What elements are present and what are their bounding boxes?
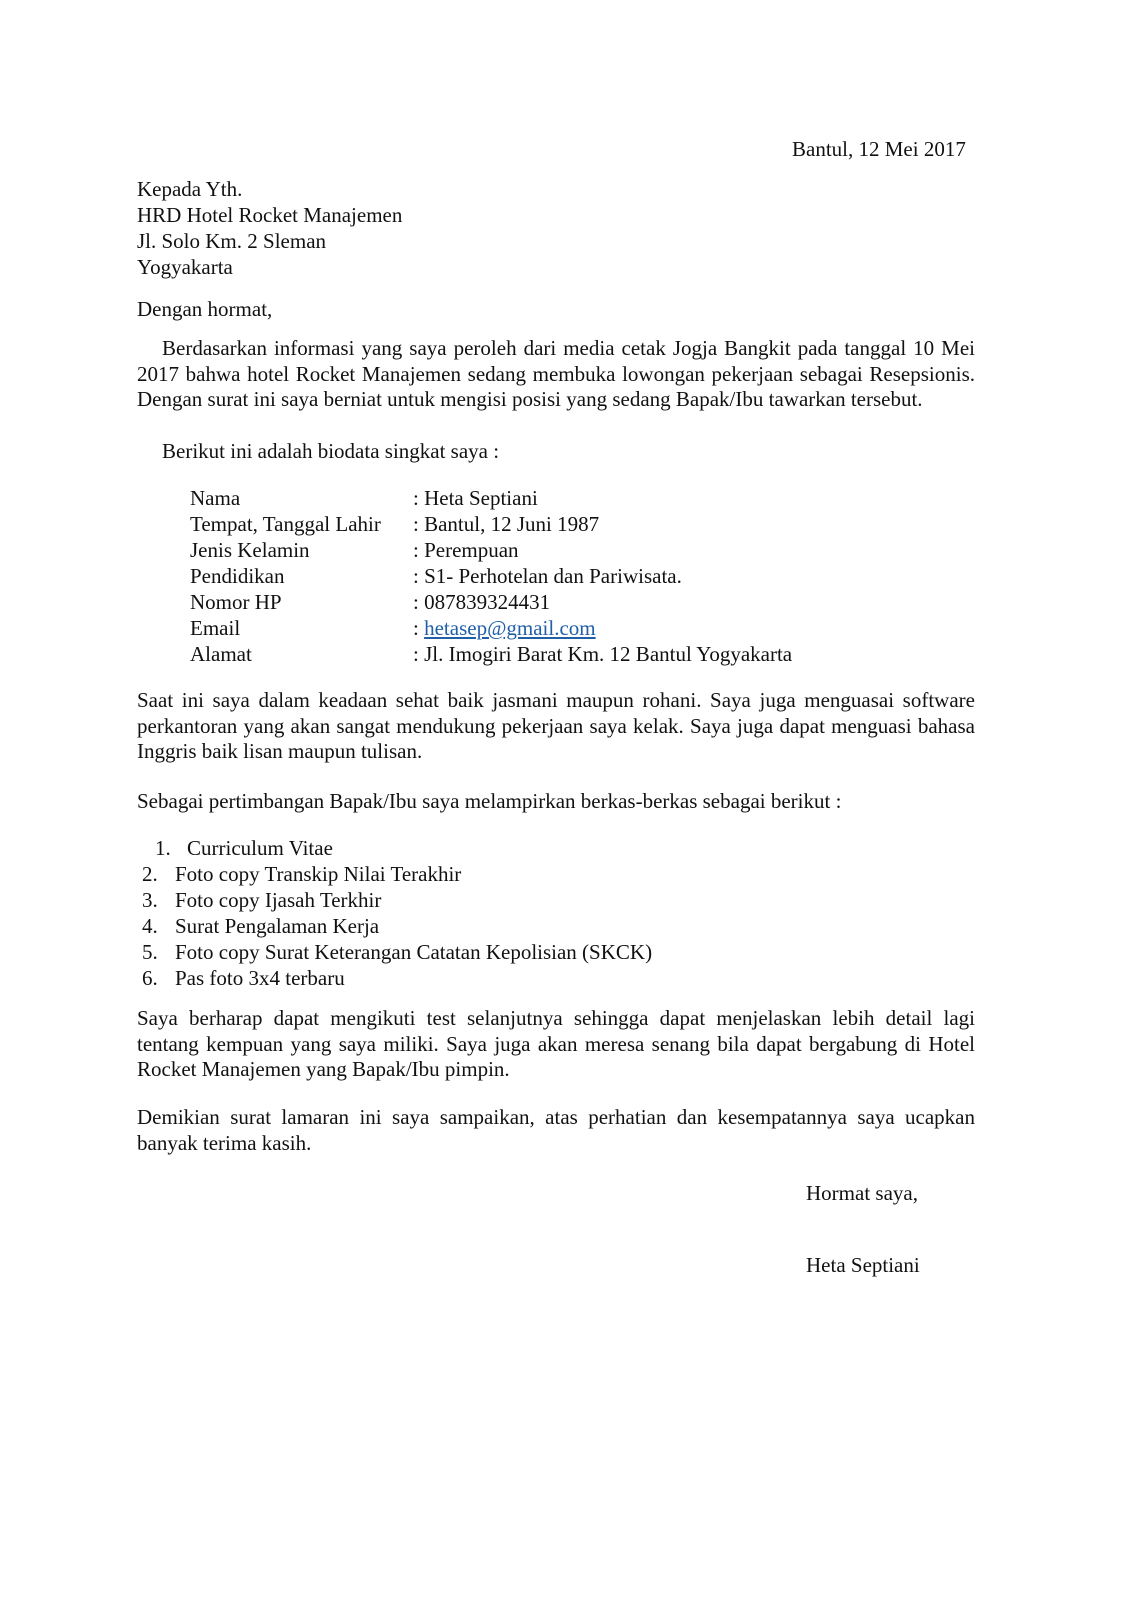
attachment-text: Foto copy Transkip Nilai Terakhir [175, 862, 462, 886]
biodata-label: Pendidikan [190, 564, 285, 588]
biodata-label: Nomor HP [190, 590, 282, 614]
attachment-number: 4. [142, 914, 158, 938]
attachment-item [142, 887, 381, 913]
recipient-line: Jl. Solo Km. 2 Sleman [137, 229, 327, 253]
biodata-value: : S1- Perhotelan dan Pariwisata. [413, 564, 682, 588]
biodata-value: : Jl. Imogiri Barat Km. 12 Bantul Yogyakarta [413, 642, 793, 666]
salutation: Dengan hormat, [137, 297, 273, 321]
attachment-text: Surat Pengalaman Kerja [175, 914, 380, 938]
recipient-line: Kepada Yth. [137, 177, 243, 201]
attachment-item [155, 835, 333, 861]
paragraph-closing: Demikian surat lamaran ini saya sampaikan, atas perhatian dan kesempatannya saya ucapkan banyak terima kasih. [137, 1105, 975, 1155]
paragraph-health-skills: Saat ini saya dalam keadaan sehat baik jasmani maupun rohani. Saya juga menguasai software perkantoran yang akan sangat mendukung pekerjaan saya kelak. Saya juga dapat menguasi bahasa Inggris baik lisan maupun tulisan. [137, 688, 975, 763]
place-date: Bantul, 12 Mei 2017 [792, 137, 966, 161]
paragraph-opening: Berdasarkan informasi yang saya peroleh dari media cetak Jogja Bangkit pada tanggal 10 Mei 2017 bahwa hotel Rocket Manajemen sedang membuka lowongan pekerjaan sebagai Resepsionis. Dengan surat ini saya berniat untuk mengisi posisi yang sedang Bapak/Ibu tawarkan tersebut. [137, 336, 975, 411]
biodata-value: : Bantul, 12 Juni 1987 [413, 512, 600, 536]
attachment-item [142, 913, 379, 939]
biodata-label: Alamat [190, 642, 252, 666]
attachment-text: Foto copy Ijasah Terkhir [175, 888, 382, 912]
biodata-value: : Heta Septiani [413, 486, 538, 510]
closing-greeting: Hormat saya, [806, 1181, 918, 1205]
attachment-item [142, 965, 345, 991]
attachment-item [142, 861, 461, 887]
biodata-intro: Berikut ini adalah biodata singkat saya : [162, 439, 500, 463]
attachment-number: 5. [142, 940, 158, 964]
biodata-label: Nama [190, 486, 241, 510]
biodata-value [413, 615, 596, 641]
attachment-item [142, 939, 652, 965]
biodata-label: Jenis Kelamin [190, 538, 310, 562]
biodata-label: Email [190, 616, 241, 640]
attachment-text: Foto copy Surat Keterangan Catatan Kepolisian (SKCK) [175, 940, 653, 964]
recipient-line: Yogyakarta [137, 255, 233, 279]
attachment-number: 1. [155, 836, 171, 860]
biodata-value: : 087839324431 [413, 590, 551, 614]
biodata-label: Tempat, Tanggal Lahir [190, 512, 381, 536]
email-prefix: : [413, 616, 425, 640]
biodata-value: : Perempuan [413, 538, 519, 562]
recipient-line: HRD Hotel Rocket Manajemen [137, 203, 403, 227]
paragraph-hope: Saya berharap dapat mengikuti test selanjutnya sehingga dapat menjelaskan lebih detail lagi tentang kempuan yang saya miliki. Saya juga akan meresa senang bila dapat bergabung di Hotel Rocket Manajemen yang Bapak/Ibu pimpin. [137, 1006, 975, 1081]
signature-name: Heta Septiani [806, 1253, 920, 1277]
attachment-number: 6. [142, 966, 158, 990]
attachment-text: Pas foto 3x4 terbaru [175, 966, 345, 990]
attachments-intro: Sebagai pertimbangan Bapak/Ibu saya melampirkan berkas-berkas sebagai berikut : [137, 789, 842, 813]
attachment-number: 2. [142, 862, 158, 886]
attachment-text: Curriculum Vitae [187, 836, 333, 860]
email-link[interactable]: hetasep@gmail.com [424, 616, 596, 640]
attachment-number: 3. [142, 888, 158, 912]
